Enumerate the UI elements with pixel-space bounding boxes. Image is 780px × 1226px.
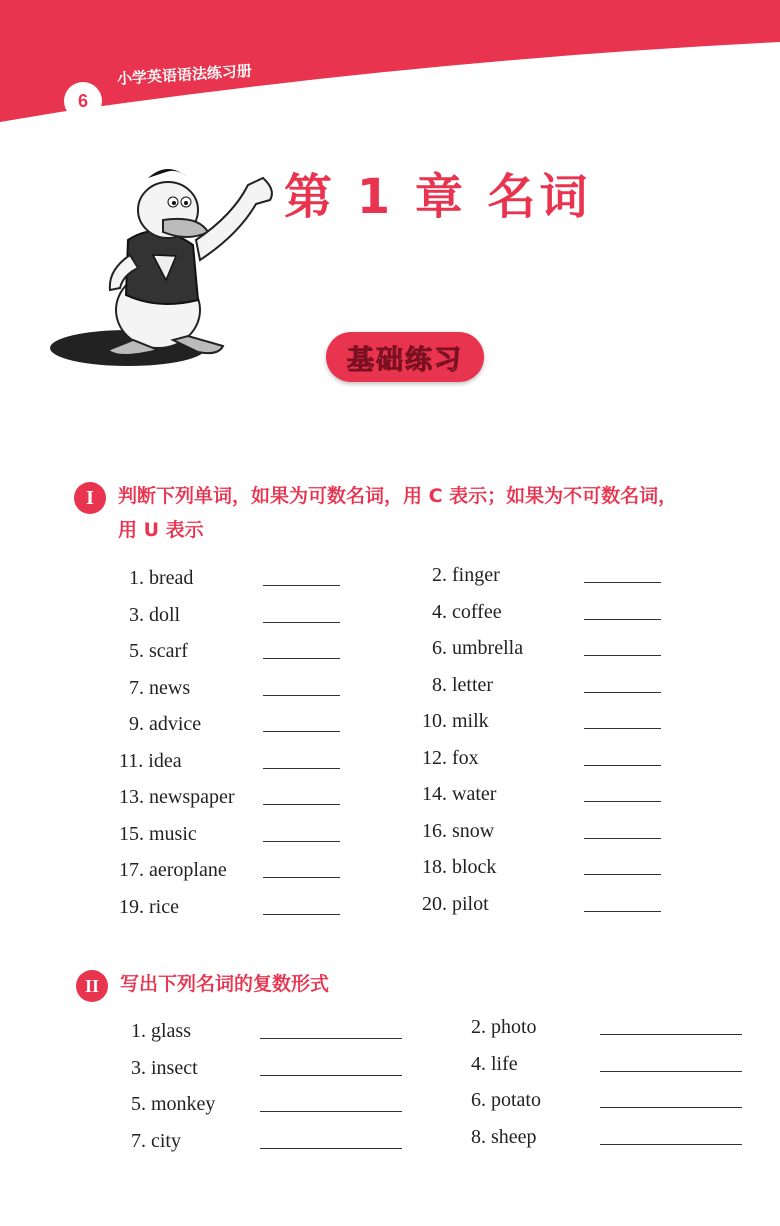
answer-blank[interactable] — [260, 1038, 402, 1039]
answer-blank[interactable] — [263, 731, 340, 732]
practice-badge-label: 基础练习 — [347, 344, 463, 376]
section2-item: 8. sheep — [471, 1125, 537, 1148]
answer-blank[interactable] — [263, 804, 340, 805]
answer-blank[interactable] — [263, 695, 340, 696]
answer-blank[interactable] — [600, 1144, 742, 1145]
header-banner — [0, 0, 780, 130]
page-number: 6 — [64, 82, 102, 120]
cartoon-duck-mascot-icon — [48, 160, 288, 370]
chapter-title: 第 1 章 名词 — [284, 169, 592, 225]
answer-blank[interactable] — [584, 874, 661, 875]
answer-blank[interactable] — [584, 765, 661, 766]
section1-item: 19. rice — [119, 895, 179, 918]
answer-blank[interactable] — [584, 911, 661, 912]
section1-item: 12. fox — [422, 746, 479, 769]
section1-item: 16. snow — [422, 819, 495, 842]
section1-item: 1. bread — [129, 567, 194, 589]
answer-blank[interactable] — [584, 692, 661, 693]
answer-blank[interactable] — [260, 1111, 402, 1112]
book-title: 小学英语语法练习册 — [116, 61, 253, 88]
answer-blank[interactable] — [584, 619, 661, 620]
answer-blank[interactable] — [260, 1148, 402, 1149]
section1-item: 3. doll — [129, 603, 181, 626]
section1-item: 13. newspaper — [119, 786, 235, 808]
section2-item: 2. photo — [471, 1016, 537, 1038]
section1-item: 15. music — [119, 822, 197, 845]
section1-item: 7. news — [129, 676, 191, 699]
section1-item: 8. letter — [432, 673, 494, 696]
answer-blank[interactable] — [584, 801, 661, 802]
section1-item: 4. coffee — [432, 600, 502, 623]
answer-blank[interactable] — [263, 877, 340, 878]
answer-blank[interactable] — [263, 841, 340, 842]
section1-item: 17. aeroplane — [119, 859, 227, 881]
section1-item: 6. umbrella — [432, 637, 524, 659]
answer-blank[interactable] — [600, 1034, 742, 1035]
section2-item: 7. city — [131, 1129, 181, 1152]
section1-item: 18. block — [422, 856, 497, 878]
section1-item: 20. pilot — [422, 892, 489, 915]
answer-blank[interactable] — [263, 622, 340, 623]
answer-blank[interactable] — [260, 1075, 402, 1076]
section-1-numeral: I — [74, 482, 106, 514]
section1-item: 14. water — [422, 783, 497, 805]
answer-blank[interactable] — [600, 1107, 742, 1108]
answer-blank[interactable] — [263, 914, 340, 915]
section2-item: 6. potato — [471, 1089, 541, 1111]
answer-blank[interactable] — [584, 838, 661, 839]
section-2-instruction: 写出下列名词的复数形式 — [120, 973, 330, 995]
answer-blank[interactable] — [263, 658, 340, 659]
answer-blank[interactable] — [584, 728, 661, 729]
practice-badge — [326, 332, 484, 382]
section1-item: 11. idea — [119, 749, 182, 772]
answer-blank[interactable] — [584, 655, 661, 656]
section-2-numeral: II — [76, 970, 108, 1002]
section2-item: 4. life — [471, 1052, 518, 1075]
section1-item: 9. advice — [129, 713, 202, 735]
section2-item: 1. glass — [131, 1020, 191, 1042]
section1-item: 5. scarf — [129, 640, 188, 662]
answer-blank[interactable] — [600, 1071, 742, 1072]
answer-blank[interactable] — [584, 582, 661, 583]
section1-item: 10. milk — [422, 710, 489, 732]
section2-item: 3. insect — [131, 1056, 198, 1079]
answer-blank[interactable] — [263, 585, 340, 586]
section2-item: 5. monkey — [131, 1093, 216, 1115]
section-1-instruction-line1: 判断下列单词，如果为可数名词，用 C 表示；如果为不可数名词， — [118, 485, 678, 507]
section-1-instruction-line2: 用 U 表示 — [118, 519, 204, 541]
section1-item: 2. finger — [432, 564, 500, 586]
answer-blank[interactable] — [263, 768, 340, 769]
